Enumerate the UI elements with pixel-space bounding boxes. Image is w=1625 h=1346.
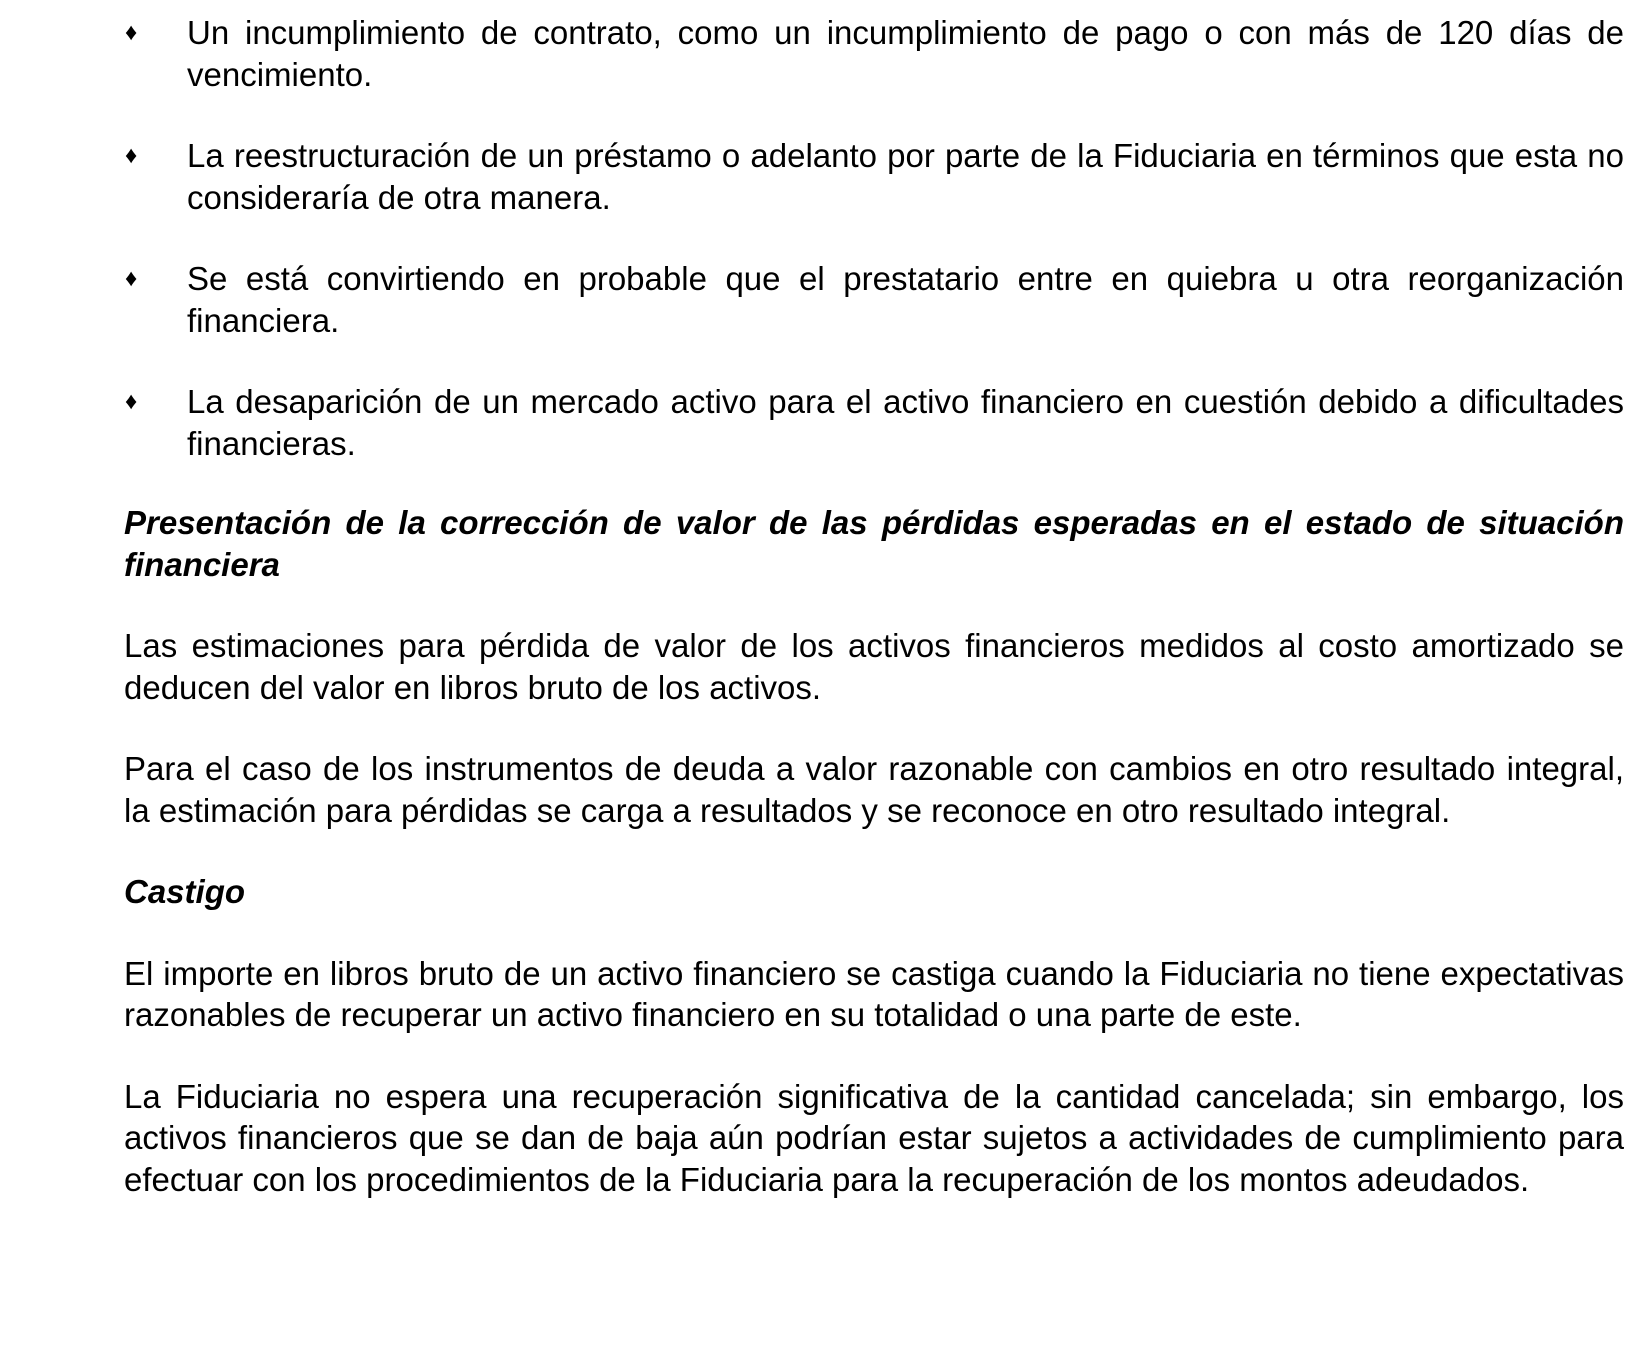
document-page [124,12,1624,1200]
diamond-bullet-icon: ♦ [125,265,138,292]
list-item [124,12,1624,95]
paragraph: Las estimaciones para pérdida de valor de los activos financieros medidos al costo amortizado se deducen del valor en libros bruto de los activos. [124,627,1624,706]
section-heading-castigo: Castigo [124,873,246,910]
diamond-bullet-icon: ♦ [125,142,138,169]
list-item-text: Se está convirtiendo en probable que el prestatario entre en quiebra u otra reorganización financiera. [187,260,1624,339]
diamond-bullet-icon: ♦ [125,19,138,46]
paragraph: La Fiduciaria no espera una recuperación significativa de la cantidad cancelada; sin embargo, los activos financieros que se dan de baja aún podrían estar sujetos a actividades de cumplimiento para efectuar con los procedimientos de la Fiduciaria para la recuperación de los montos adeudados. [124,1077,1624,1198]
paragraph: El importe en libros bruto de un activo financiero se castiga cuando la Fiduciaria no tiene expectativas razonables de recuperar un activo financiero en su totalidad o una parte de este. [124,954,1624,1033]
list-item-text: La reestructuración de un préstamo o adelanto por parte de la Fiduciaria en términos que esta no consideraría de otra manera. [187,137,1624,216]
list-item-text: Un incumplimiento de contrato, como un incumplimiento de pago o con más de 120 días de vencimiento. [187,14,1624,93]
list-item-text: La desaparición de un mercado activo para el activo financiero en cuestión debido a dificultades financieras. [187,383,1624,462]
list-item [124,258,1624,341]
diamond-bullet-icon: ♦ [125,388,138,415]
bullet-list [124,12,1624,464]
list-item [124,135,1624,218]
paragraph: Para el caso de los instrumentos de deuda a valor razonable con cambios en otro resultado integral, la estimación para pérdidas se carga a resultados y se reconoce en otro resultado integral. [124,750,1624,829]
list-item [124,381,1624,464]
section-heading-presentacion: Presentación de la corrección de valor de las pérdidas esperadas en el estado de situación financiera [124,504,1624,583]
